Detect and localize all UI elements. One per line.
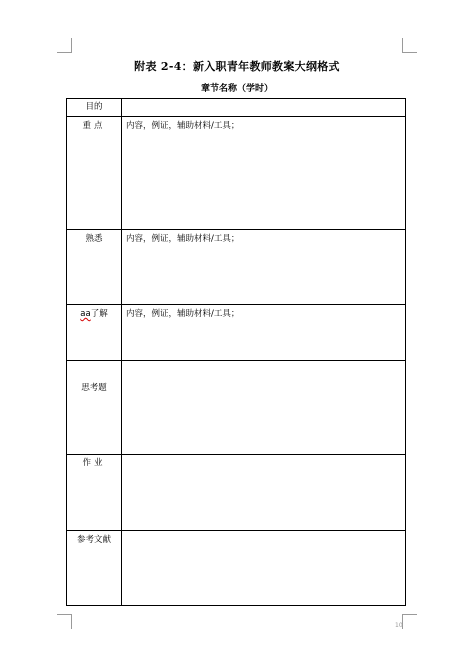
row-label-key-points: 重点 [82,121,106,131]
crop-mark-top-right [402,38,417,53]
row-content-references [122,531,405,535]
row-content-homework [122,455,405,459]
table-row [67,117,406,230]
row-label-understand: 了解 [90,309,108,319]
lesson-outline-table [66,98,406,606]
row-label-understand-wrap [67,305,121,320]
row-label-cell [67,455,122,531]
row-label-cell [67,361,122,455]
row-label-cell [67,99,122,117]
row-label-familiar: 熟悉 [85,234,103,244]
row-label-questions: 思考题 [81,383,107,393]
table-row [67,531,406,606]
content-cell-understand[interactable] [122,305,406,361]
row-label-cell [67,531,122,606]
row-content-purpose [122,99,405,103]
table-row [67,305,406,361]
content-cell-familiar[interactable] [122,230,406,305]
row-content-familiar: 内容，例证，辅助材料/工具； [126,234,240,244]
content-cell-questions[interactable] [122,361,406,455]
row-label-cell [67,117,122,230]
row-label-homework: 作业 [82,458,106,468]
crop-mark-top-left [57,38,72,53]
spellcheck-prefix: aa [80,309,91,319]
chapter-name-subtitle: 章节名称（学时） [200,84,273,94]
row-content-questions [122,361,405,365]
document-title: 附表 2-4：新入职青年教师教案大纲格式 [134,60,340,73]
row-content-key-points: 内容，例证，辅助材料/工具； [126,121,240,131]
content-cell-purpose[interactable] [122,99,406,117]
content-cell-key-points[interactable] [122,117,406,230]
row-label-cell [67,230,122,305]
row-label-purpose: 目的 [85,102,103,112]
table-row [67,361,406,455]
crop-mark-bottom-right [402,614,417,629]
row-label-references: 参考文献 [76,535,111,545]
row-label-cell [67,305,122,361]
content-cell-references[interactable] [122,531,406,606]
content-cell-homework[interactable] [122,455,406,531]
table-row [67,99,406,117]
row-content-understand: 内容，例证，辅助材料/工具； [126,309,240,319]
table-row [67,455,406,531]
crop-mark-bottom-left [57,614,72,629]
page-number: 10 [395,622,403,629]
table-row [67,230,406,305]
